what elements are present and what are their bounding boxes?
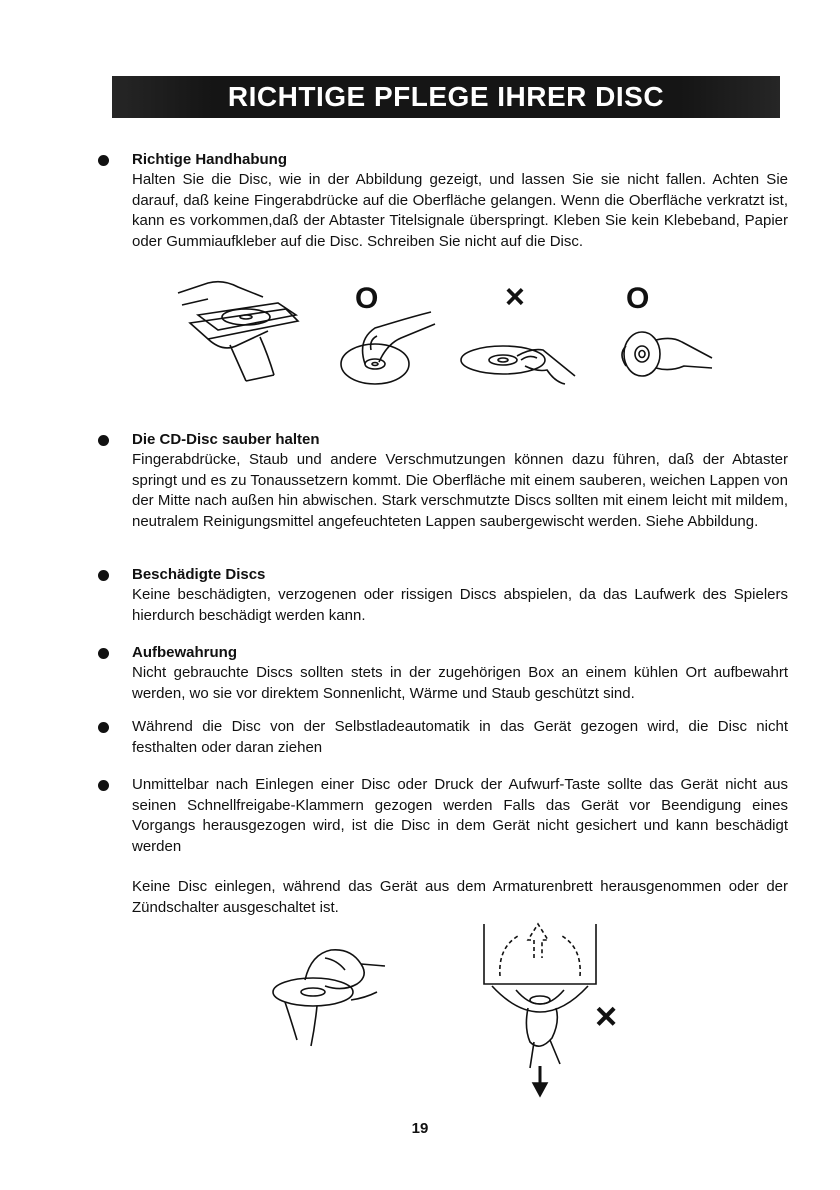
section-storage <box>98 643 788 704</box>
section-text: Während die Disc von der Selbstladeautomatik in das Gerät gezogen wird, die Disc nicht festhalten oder daran ziehen <box>132 718 788 756</box>
bullet-icon <box>98 780 109 791</box>
title-shade-right <box>680 76 780 118</box>
correct-mark-o: O <box>355 282 379 315</box>
section-removal-warning <box>98 775 788 918</box>
page-number: 19 <box>411 1120 429 1137</box>
illustration-wiping-disc <box>265 940 395 1050</box>
section-autoload-warning <box>98 717 788 758</box>
bullet-icon <box>98 722 109 733</box>
illustration-disc-touched-surface <box>455 278 580 400</box>
correct-mark-o: O <box>626 282 650 315</box>
illustration-disc-held-by-edges <box>612 282 722 400</box>
bullet-icon <box>98 648 109 659</box>
section-heading: Beschädigte Discs <box>132 566 266 583</box>
wrong-mark-x: × <box>595 996 618 1038</box>
section-text: Unmittelbar nach Einlegen einer Disc oder Druck der Aufwurf-Taste sollte das Gerät nicht aus seinen Schnellfreigabe-Klammern gezogen werden Falls das Gerät vor Beendigung eines Vorgangs herausgezogen wird, ist die Disc in dem Gerät nicht gesichert und kann beschädigt werden <box>132 776 788 855</box>
section-keep-clean <box>98 430 788 532</box>
section-note: Keine Disc einlegen, während das Gerät aus dem Armaturenbrett herausgenommen oder der Zündschalter ausgeschaltet ist. <box>132 878 788 916</box>
section-text: Halten Sie die Disc, wie in der Abbildung gezeigt, und lassen Sie sie nicht fallen. Achten Sie darauf, daß keine Fingerabdrücke auf die Oberfläche gelangen. Wenn die Oberfläche verkratzt ist, kann es vorkommen,daß der Abtaster Titelsignale überspringt. Kleben Sie kein Klebeband, Papier oder Gummiaufkleber auf die Disc. Schreiben Sie nicht auf die Disc. <box>132 171 788 250</box>
illustration-disc-held-by-edge <box>335 282 445 400</box>
bullet-icon <box>98 155 109 166</box>
page-title-bar <box>112 76 780 118</box>
section-heading: Die CD-Disc sauber halten <box>132 431 320 448</box>
bullet-icon <box>98 570 109 581</box>
section-heading: Aufbewahrung <box>132 644 237 661</box>
wrong-mark-x: × <box>505 278 525 316</box>
section-text: Keine beschädigten, verzogenen oder rissigen Discs abspielen, da das Laufwerk des Spielers hierdurch beschädigt werden kann. <box>132 586 788 624</box>
page-title: RICHTIGE PFLEGE IHRER DISC <box>227 81 665 112</box>
bullet-icon <box>98 435 109 446</box>
section-handling <box>98 150 788 252</box>
section-text: Nicht gebrauchte Discs sollten stets in der zugehörigen Box an einem kühlen Ort aufbewahrt werden, wo sie vor direktem Sonnenlicht, Wärme und Staub geschützt sind. <box>132 664 788 702</box>
title-shade-left <box>112 76 212 118</box>
section-text: Fingerabdrücke, Staub und andere Verschmutzungen können dazu führen, daß der Abtaster springt und es zu Tonaussetzern kommt. Die Oberfläche mit einem sauberen, weichen Lappen von der Mitte nach außen hin abwischen. Stark verschmutzte Discs sollten mit einem leicht mit mildem, neutralem Reinigungsmittel angefeuchteten Lappen saubergewischt werden. Siehe Abbildung. <box>132 451 788 530</box>
section-heading: Richtige Handhabung <box>132 151 287 168</box>
illustration-hand-holding-disc-case <box>168 275 308 385</box>
illustration-pulling-disc-from-slot <box>478 918 628 1103</box>
section-damaged-discs <box>98 565 788 626</box>
